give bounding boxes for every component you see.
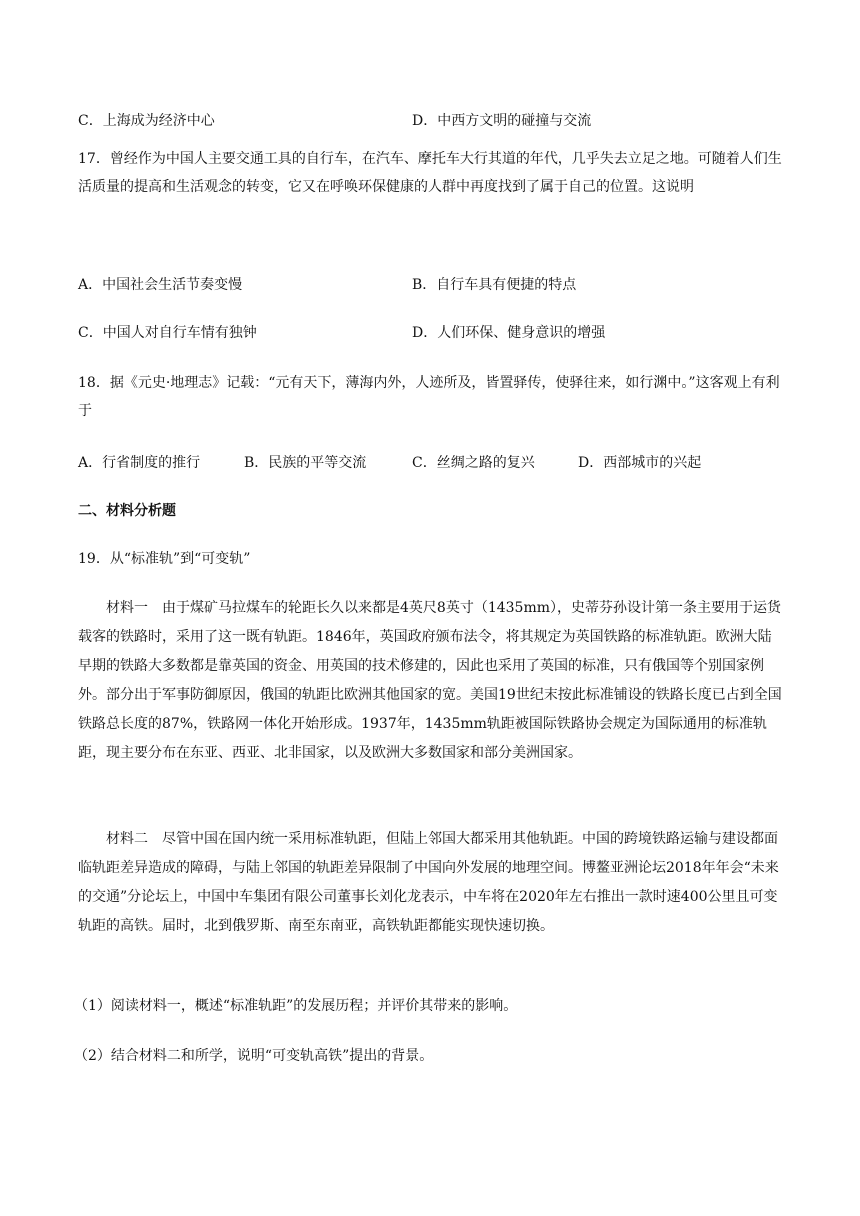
sub-question-1: （1）阅读材料一，概述“标准轨距”的发展历程；并评价其带来的影响。 (74, 998, 518, 1014)
option-c-q16: C．上海成为经济中心 (78, 113, 215, 129)
option-c-q17: C．中国人对自行车情有独钟 (78, 325, 257, 341)
option-d-q18: D．西部城市的兴起 (578, 455, 702, 471)
option-b-q17: B．自行车具有便捷的特点 (412, 277, 577, 293)
sub-question-2: （2）结合材料二和所学，说明“可变轨高铁”提出的背景。 (74, 1048, 434, 1064)
option-b-q18: B．民族的平等交流 (244, 455, 367, 471)
question-19-title: 19．从“标准轨”到“可变轨” (78, 551, 251, 567)
material-one: 材料一 由于煤矿马拉煤车的轮距长久以来都是4英尺8英寸（1435mm），史蒂芬孙设计第一条主要用于运货载客的铁路时，采用了这一既有轨距。1846年，英国政府颁布法令，将其规定为英国铁路的标准轨距。欧洲大陆早期的铁路大多数都是靠英国的资金、用英国的技术修建的，因此也采用了英国的标准，只有俄国等个别国家例外。部分出于军事防御原因，俄国的轨距比欧洲其他国家的宽。美国19世纪末按此标准铺设的铁路长度已占到全国铁路总长度的87%，铁路网一体化开始形成。1937年，1435mm轨距被国际铁路协会规定为国际通用的标准轨距，现主要分布在东亚、西亚、北非国家，以及欧洲大多数国家和部分美洲国家。 (78, 600, 782, 761)
option-d-q17: D．人们环保、健身意识的增强 (412, 325, 606, 341)
section-heading: 二、材料分析题 (78, 503, 176, 519)
option-d-q16: D．中西方文明的碰撞与交流 (412, 113, 592, 129)
question-18-stem: 18．据《元史·地理志》记载：“元有天下，薄海内外，人迹所及，皆置驿传，使驿往来，如行渊中。”这客观上有利于 (78, 375, 780, 419)
option-a-q18: A．行省制度的推行 (78, 455, 201, 471)
option-a-q17: A．中国社会生活节奏变慢 (78, 277, 243, 293)
option-c-q18: C．丝绸之路的复兴 (412, 455, 535, 471)
question-17-stem: 17．曾经作为中国人主要交通工具的自行车，在汽车、摩托车大行其道的年代，几乎失去立足之地。可随着人们生活质量的提高和生活观念的转变，它又在呼唤环保健康的人群中再度找到了属于自己的位置。这说明 (78, 151, 782, 195)
material-two: 材料二 尽管中国在国内统一采用标准轨距，但陆上邻国大都采用其他轨距。中国的跨境铁路运输与建设都面临轨距差异造成的障碍，与陆上邻国的轨距差异限制了中国向外发展的地理空间。博鳌亚洲论坛2018年年会“未来的交通”分论坛上，中国中车集团有限公司董事长刘化龙表示，中车将在2020年左右推出一款时速400公里且可变轨距的高铁。届时，北到俄罗斯、南至东南亚，高铁轨距都能实现快速切换。 (78, 831, 779, 934)
